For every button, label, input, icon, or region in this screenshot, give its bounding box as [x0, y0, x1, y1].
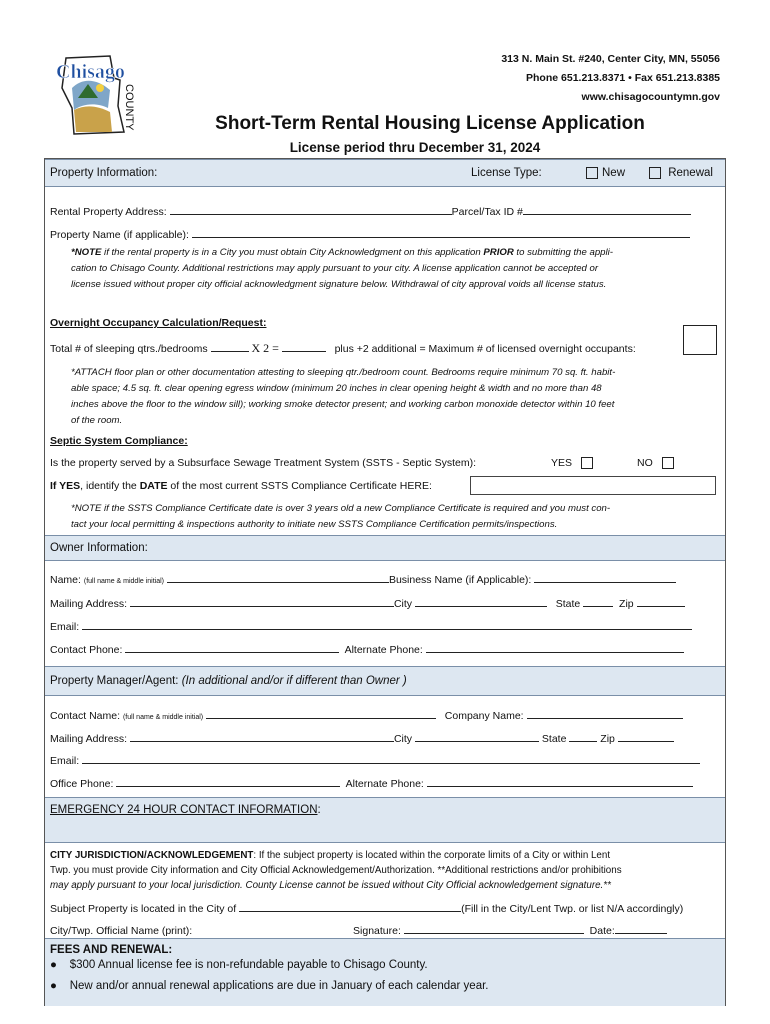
emergency-contact-title: EMERGENCY 24 HOUR CONTACT INFORMATION — [50, 804, 318, 816]
property-name-field[interactable] — [192, 227, 690, 238]
note-prior: PRIOR — [483, 247, 514, 258]
owner-phone-row — [50, 642, 684, 656]
owner-info-header: Owner Information: — [45, 535, 725, 561]
manager-email-row — [50, 753, 700, 767]
note-line: cation to Chisago County. Additional restrictions may apply pursuant to your city. A license application cannot be accepted or — [71, 263, 599, 274]
manager-contact-hint: (full name & middle initial) — [122, 714, 204, 721]
signature-field[interactable] — [404, 923, 584, 934]
occupancy-row — [50, 341, 636, 356]
owner-mailing-row — [50, 596, 685, 610]
address-line: 313 N. Main St. #240, Center City, MN, 55056 — [501, 53, 720, 65]
owner-email-label: Email: — [50, 621, 80, 633]
new-option[interactable] — [586, 160, 625, 187]
owner-name-label: Name: — [50, 574, 81, 586]
bedrooms-field[interactable] — [211, 341, 249, 352]
attach-line: *ATTACH floor plan or other documentation attesting to sleeping qtr./bedroom count. Bedrooms require minimum 70 sq. ft. habit- — [71, 367, 616, 378]
fee-item-text: $300 Annual license fee is non-refundable payable to Chisago County. — [69, 959, 428, 971]
owner-name-hint: (full name & middle initial) — [83, 578, 165, 585]
ssts-note-line: *NOTE if the SSTS Compliance Certificate date is over 3 years old a new Compliance Certificate is required and you must con- — [71, 503, 611, 514]
owner-zip-field[interactable] — [637, 596, 685, 607]
septic-heading: Septic System Compliance: — [50, 435, 188, 447]
emergency-contact-section — [45, 797, 725, 843]
rental-address-label: Rental Property Address: — [50, 206, 167, 218]
property-info-header — [45, 159, 725, 187]
max-occupants-box[interactable] — [683, 325, 717, 355]
attach-line: inches above the floor to the window sill); working smoke detector present; and working carbon monoxide detector within 10 feet — [71, 399, 615, 410]
property-name-label: Property Name (if applicable): — [50, 229, 189, 241]
owner-alt-phone-label: Alternate Phone: — [344, 644, 423, 656]
manager-phone-row — [50, 776, 693, 790]
business-name-field[interactable] — [534, 572, 676, 583]
letterhead — [0, 0, 770, 160]
manager-zip-label: Zip — [600, 733, 615, 745]
official-name-label: City/Twp. Official Name (print): — [50, 925, 193, 937]
note-label: *NOTE — [71, 247, 102, 258]
rental-address-row — [50, 204, 691, 218]
website-link[interactable]: www.chisagocountymn.gov — [581, 91, 720, 103]
occupancy-heading: Overnight Occupancy Calculation/Request: — [50, 317, 267, 329]
fee-item: ● $300 Annual license fee is non-refundable payable to Chisago County. — [50, 959, 428, 971]
manager-header — [45, 666, 725, 696]
official-name-field[interactable] — [195, 923, 350, 934]
ssts-note-line: tact your local permitting & inspections authority to initiate new SSTS Compliance Certification permits/inspections. — [71, 519, 558, 530]
date-field[interactable] — [615, 923, 667, 934]
note-text: if the rental property is in a City you must obtain City Acknowledgment on this application — [101, 247, 484, 258]
owner-phone-label: Contact Phone: — [50, 644, 123, 656]
manager-state-label: State — [541, 733, 567, 745]
owner-email-row — [50, 619, 692, 633]
new-label: New — [602, 167, 626, 179]
ssts-date-field[interactable] — [470, 476, 716, 495]
owner-email-field[interactable] — [82, 619, 692, 630]
fees-section — [45, 938, 725, 1006]
manager-contact-field[interactable] — [206, 708, 436, 719]
owner-phone-field[interactable] — [125, 642, 339, 653]
yes-label: YES — [551, 457, 573, 469]
septic-question-row — [50, 457, 476, 469]
owner-city-field[interactable] — [415, 596, 547, 607]
owner-zip-label: Zip — [619, 598, 634, 610]
if-yes-label: If YES — [50, 480, 81, 492]
manager-header-title: Property Manager/Agent: — [50, 675, 179, 687]
no-label: NO — [637, 457, 653, 469]
occupancy-result-field[interactable] — [282, 341, 326, 352]
city-jurisdiction-title: CITY JURISDICTION/ACKNOWLEDGEMENT — [50, 850, 254, 861]
fee-item: ● New and/or annual renewal applications are due in January of each calendar year. — [50, 980, 489, 992]
owner-mailing-field[interactable] — [130, 596, 394, 607]
owner-city-label: City — [393, 598, 413, 610]
renewal-option[interactable] — [649, 160, 713, 187]
city-fill-hint: (Fill in the City/Lent Twp. or list N/A accordingly) — [461, 903, 684, 915]
septic-question: Is the property served by a Subsurface Sewage Treatment System (SSTS - Septic System): — [50, 457, 477, 469]
city-location-field[interactable] — [239, 901, 461, 912]
septic-no-option[interactable] — [637, 457, 678, 469]
owner-name-field[interactable] — [167, 572, 389, 583]
manager-alt-phone-label: Alternate Phone: — [345, 778, 424, 790]
manager-header-note: (In additional and/or if different than Owner ) — [181, 675, 407, 687]
property-name-row — [50, 227, 690, 241]
manager-city-field[interactable] — [415, 731, 539, 742]
rental-address-field[interactable] — [170, 204, 452, 215]
manager-mailing-label: Mailing Address: — [50, 733, 128, 745]
manager-email-label: Email: — [50, 755, 80, 767]
manager-alt-phone-field[interactable] — [427, 776, 693, 787]
ssts-note — [71, 501, 721, 533]
owner-name-row — [50, 572, 676, 586]
city-jurisdiction-text: may apply pursuant to your local jurisdiction. County License cannot be issued without City Official acknowledgement signature.** — [50, 880, 611, 891]
manager-mailing-field[interactable] — [130, 731, 394, 742]
company-name-field[interactable] — [527, 708, 683, 719]
renewal-label: Renewal — [668, 167, 713, 179]
logo-wordmark: Chisago — [56, 61, 125, 83]
date-emphasis: DATE — [139, 480, 168, 492]
city-location-label: Subject Property is located in the City of — [50, 903, 237, 915]
owner-state-field[interactable] — [583, 596, 613, 607]
parcel-label: Parcel/Tax ID # — [451, 206, 523, 218]
note-text-cont: to submitting the appli- — [513, 247, 613, 258]
city-location-row — [50, 901, 683, 915]
attach-note — [71, 365, 721, 429]
city-jurisdiction-text: : If the subject property is located within the corporate limits of a City or within Lent — [253, 850, 611, 861]
signature-label: Signature: — [353, 925, 401, 937]
manager-contact-row — [50, 708, 683, 722]
fees-heading: FEES AND RENEWAL: — [50, 944, 173, 956]
county-address — [501, 50, 720, 107]
owner-mailing-label: Mailing Address: — [50, 598, 128, 610]
owner-alt-phone-field[interactable] — [426, 642, 684, 653]
business-name-label: Business Name (if Applicable): — [388, 574, 532, 586]
manager-state-field[interactable] — [569, 731, 597, 742]
attach-line: able space; 4.5 sq. ft. clear opening egress window (minimum 20 inches in clear opening height & width and no more than 48 — [71, 383, 602, 394]
owner-state-label: State — [555, 598, 581, 610]
company-name-label: Company Name: — [444, 710, 524, 722]
if-yes-text-cont: of the most current SSTS Compliance Certificate HERE: — [167, 480, 432, 492]
no-checkbox[interactable] — [662, 457, 674, 469]
logo-county-text: COUNTY — [123, 84, 135, 131]
city-prior-note — [71, 245, 721, 293]
license-type-label: License Type: — [471, 167, 542, 179]
city-official-row — [50, 923, 667, 937]
manager-contact-label: Contact Name: — [50, 710, 121, 722]
manager-zip-field[interactable] — [618, 731, 674, 742]
parcel-field[interactable] — [523, 204, 691, 215]
new-checkbox[interactable] — [586, 167, 598, 179]
office-phone-label: Office Phone: — [50, 778, 114, 790]
note-line: license issued without proper city official acknowledgment signature below. Withdrawal of city approval voids all license status. — [71, 279, 607, 290]
yes-checkbox[interactable] — [581, 457, 593, 469]
form-title: Short-Term Rental Housing License Application — [215, 113, 645, 134]
application-form — [44, 158, 726, 1006]
if-yes-text: , identify the — [80, 480, 140, 492]
city-jurisdiction-text: Twp. you must provide City information and City Official Acknowledgement/Authorization. **Additional restrictions and/or prohibitions — [50, 865, 622, 876]
bedrooms-label: Total # of sleeping qtrs./bedrooms — [50, 343, 208, 355]
office-phone-field[interactable] — [116, 776, 340, 787]
emergency-colon: : — [317, 804, 321, 816]
max-occupants-label: plus +2 additional = Maximum # of licensed overnight occupants: — [334, 343, 636, 355]
manager-mailing-row — [50, 731, 674, 745]
phone-fax-line: Phone 651.213.8371 • Fax 651.213.8385 — [526, 72, 720, 84]
fee-item-text: New and/or annual renewal applications are due in January of each calendar year. — [69, 980, 489, 992]
attach-line: of the room. — [71, 415, 123, 426]
date-label: Date: — [589, 925, 615, 937]
septic-yes-option[interactable] — [551, 457, 597, 469]
form-subtitle: License period thru December 31, 2024 — [289, 140, 541, 155]
manager-email-field[interactable] — [82, 753, 700, 764]
ssts-date-row — [50, 480, 432, 492]
renewal-checkbox[interactable] — [649, 167, 661, 179]
city-jurisdiction-block — [50, 848, 722, 893]
times-two-label: X 2 = — [251, 341, 279, 355]
property-info-title: Property Information: — [50, 167, 158, 179]
manager-city-label: City — [393, 733, 413, 745]
